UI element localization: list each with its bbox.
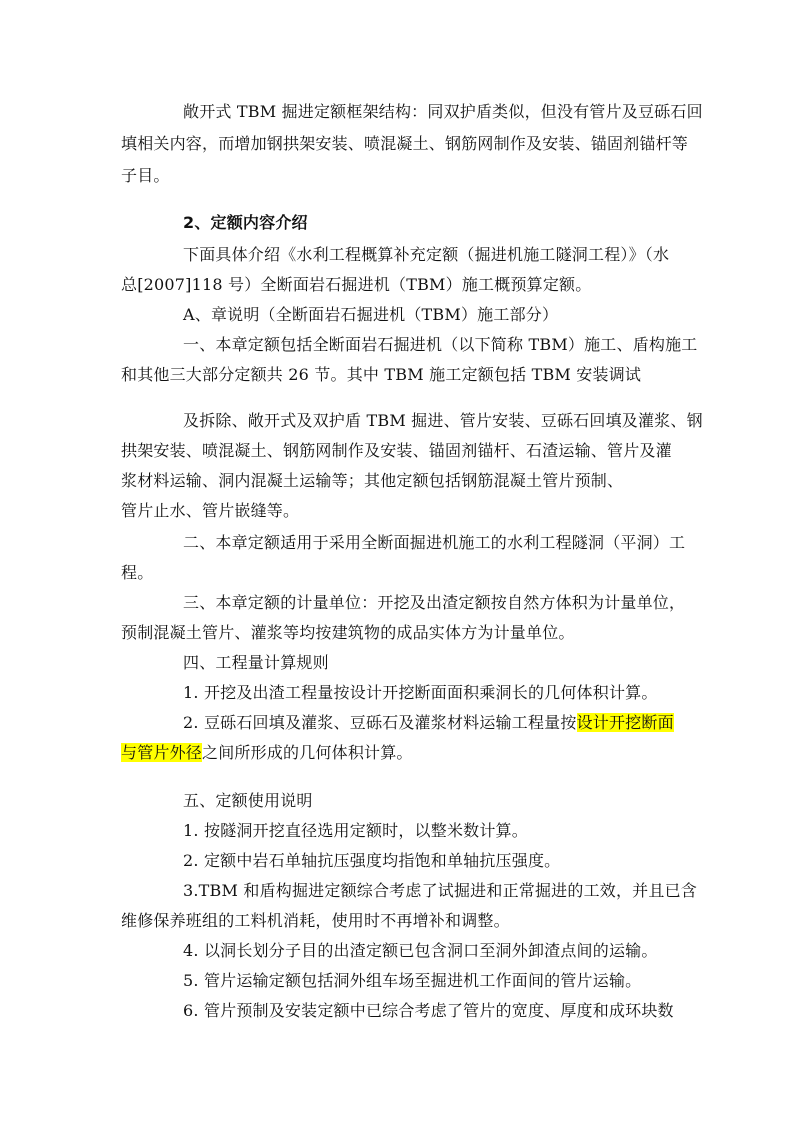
paragraph-line: 和其他三大部分定额共 26 节。其中 TBM 施工定额包括 TBM 安装调试 xyxy=(121,365,642,384)
paragraph-line: 拱架安装、喷混凝土、钢筋网制作及安装、锚固剂锚杆、石渣运输、管片及灌 xyxy=(121,441,672,460)
list-item-text: 2. 豆砾石回填及灌浆、豆砾石及灌浆材料运输工程量按 xyxy=(183,713,577,732)
list-item: 5. 管片运输定额包括洞外组车场至掘进机工作面间的管片运输。 xyxy=(183,971,642,990)
highlighted-text: 设计开挖断面 xyxy=(576,713,674,732)
list-item: 3.TBM 和盾构掘进定额综合考虑了试掘进和正常掘进的工效，并且已含 xyxy=(183,881,697,900)
paragraph-line: 二、本章定额适用于采用全断面掘进机施工的水利工程隧洞（平洞）工 xyxy=(183,533,686,552)
list-item-continuation xyxy=(121,742,413,764)
section-heading: 2、定额内容介绍 xyxy=(183,213,308,232)
list-item xyxy=(183,712,674,734)
paragraph-line: 三、本章定额的计量单位：开挖及出渣定额按自然方体积为计量单位， xyxy=(183,593,686,612)
paragraph-line: 及拆除、敞开式及双护盾 TBM 掘进、管片安装、豆砾石回填及灌浆、钢 xyxy=(183,411,703,430)
list-item: 1. 开挖及出渣工程量按设计开挖断面面积乘洞长的几何体积计算。 xyxy=(183,683,658,702)
subsection-title: A、章说明（全断面岩石掘进机（TBM）施工部分） xyxy=(183,305,559,324)
paragraph-line: 下面具体介绍《水利工程概算补充定额（掘进机施工隧洞工程）》（水 xyxy=(183,245,670,264)
paragraph-line: 填相关内容，而增加钢拱架安装、喷混凝土、钢筋网制作及安装、锚固剂锚杆等 xyxy=(121,134,689,153)
list-item-text: 之间所形成的几何体积计算。 xyxy=(202,743,413,762)
paragraph-line: 管片止水、管片嵌缝等。 xyxy=(121,501,300,520)
list-item: 6. 管片预制及安装定额中已综合考虑了管片的宽度、厚度和成环块数 xyxy=(183,1001,674,1020)
subsection-title: 四、工程量计算规则 xyxy=(183,653,329,672)
paragraph-line: 一、本章定额包括全断面岩石掘进机（以下简称 TBM）施工、盾构施工 xyxy=(183,335,698,354)
paragraph-line: 敞开式 TBM 掘进定额框架结构：同双护盾类似，但没有管片及豆砾石回 xyxy=(183,102,703,121)
list-item: 4. 以洞长划分子目的出渣定额已包含洞口至洞外卸渣点间的运输。 xyxy=(183,941,658,960)
list-item-continuation: 维修保养班组的工料机消耗，使用时不再增补和调整。 xyxy=(121,911,510,930)
paragraph-line: 程。 xyxy=(121,563,154,582)
paragraph-line: 浆材料运输、洞内混凝土运输等；其他定额包括钢筋混凝土管片预制、 xyxy=(121,471,624,490)
paragraph-line: 总[2007]118 号）全断面岩石掘进机（TBM）施工概预算定额。 xyxy=(121,275,592,294)
paragraph-line: 预制混凝土管片、灌浆等均按建筑物的成品实体方为计量单位。 xyxy=(121,623,575,642)
list-item: 1. 按隧洞开挖直径选用定额时，以整米数计算。 xyxy=(183,821,528,840)
subsection-title: 五、定额使用说明 xyxy=(183,791,313,810)
highlighted-text: 与管片外径 xyxy=(121,743,203,762)
list-item: 2. 定额中岩石单轴抗压强度均指饱和单轴抗压强度。 xyxy=(183,851,561,870)
paragraph-line: 子目。 xyxy=(121,166,170,185)
